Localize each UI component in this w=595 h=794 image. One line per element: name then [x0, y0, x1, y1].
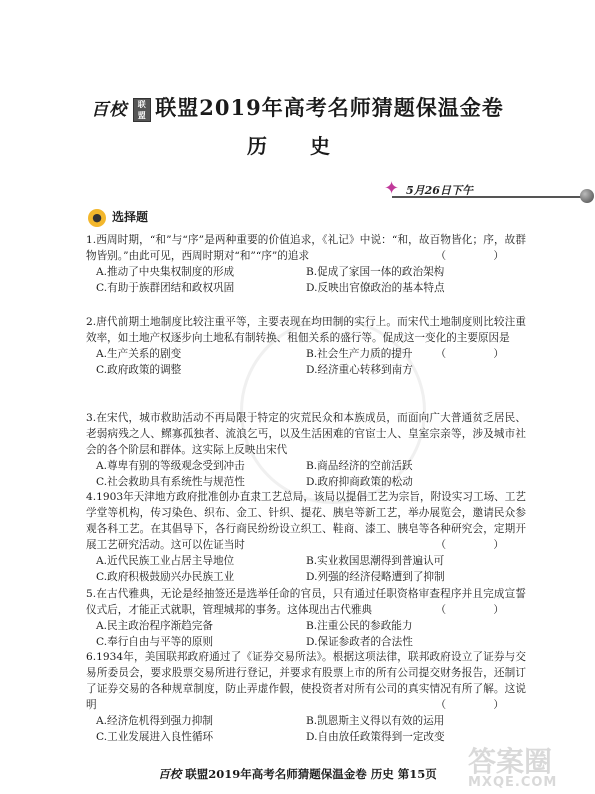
option-d: D.政府抑商政策的松动: [306, 476, 413, 488]
question-stem: 5.在古代雅典，无论是经抽签还是选举任命的官员，只有通过任职资格审查程序并且完成宣誓仪式后，才能正式就职，管理城邦的事务。这体现出古代雅典 （ ）: [86, 588, 526, 616]
title-text: 联盟2019年高考名师猜题保温金卷: [155, 95, 504, 120]
ball-icon: [580, 189, 594, 203]
date-badge-text: 5月26日下午: [406, 184, 473, 197]
runner-figure-icon: ✦: [384, 178, 400, 199]
person-icon: ●: [88, 209, 106, 227]
option-a: A.近代民族工业占居主导地位: [96, 555, 235, 567]
option-row: [86, 729, 526, 745]
option-row: [86, 264, 526, 280]
option-a: A.尊卑有别的等级观念受到冲击: [96, 460, 245, 472]
option-row: [86, 618, 526, 634]
option-c: C.奉行自由与平等的原则: [96, 636, 214, 648]
watermark-url: MXQE.COM: [468, 775, 558, 790]
question-1: [86, 232, 526, 296]
option-row: [86, 458, 526, 474]
divider-line: [392, 196, 582, 198]
option-b: B.注重公民的参政能力: [306, 620, 413, 632]
answer-paren: （ ）: [435, 699, 526, 711]
brand-logo-text: 百校: [91, 100, 128, 120]
question-stem: 3.在宋代，城市救助活动不再局限于特定的灾荒民众和本族成员，而面向广大普通贫乏居民、老弱病残之人、鳏寡孤独者、流浪乞丐，以及生活困难的官宦士人、皇室宗亲等，涉及城市社会的各个阶层和群体。这实际上反映出宋代: [86, 412, 526, 456]
answer-paren: （ ）: [435, 604, 526, 616]
option-c: C.有助于族群团结和政权巩固: [96, 282, 235, 294]
option-d: D.经济重心转移到南方: [306, 364, 413, 376]
option-d: D.列强的经济侵略遭到了抑制: [306, 571, 445, 583]
answer-paren: （ ）: [435, 250, 526, 262]
option-row: [86, 553, 526, 569]
question-5: [86, 586, 526, 650]
footer-brand: 百校: [158, 767, 182, 781]
option-a: A.民主政治程序渐趋完备: [96, 620, 213, 632]
date-badge: [382, 176, 594, 206]
paper-title: [0, 92, 595, 122]
question-3: [86, 410, 526, 490]
option-d: D.保证参政者的合法性: [306, 636, 413, 648]
option-row: [86, 280, 526, 296]
question-stem: 6.1934年，美国联邦政府通过了《证券交易所法》。根据这项法律，联邦政府设立了证券与交易所委员会，要求股票交易所进行登记，并要求有股票上市的所有公司提交财务报告，还制订了证券交易的各种规章制度，防止弄虚作假，使投资者对所有公司的真实情况有所了解。这说明 （ ）: [86, 651, 526, 711]
option-row: [86, 634, 526, 650]
section-title: 选择题: [112, 210, 149, 224]
question-6: [86, 649, 526, 745]
answer-paren: （ ）: [435, 539, 526, 551]
option-row: [86, 713, 526, 729]
watermark-logo: [468, 745, 595, 794]
section-heading: [88, 208, 148, 228]
option-a: A.推动了中央集权制度的形成: [96, 266, 235, 278]
option-c: C.工业发展进入良性循环: [96, 731, 214, 743]
option-row: [86, 346, 526, 362]
question-stem: 2.唐代前期土地制度比较注重平等，主要表现在均田制的实行上。而宋代土地制度则比较注重效率，如土地产权逐步向土地私有制转换、租佃关系的盛行等。促成这一变化的主要原因是 （ ）: [86, 316, 526, 360]
option-row: [86, 362, 526, 378]
option-c: C.政府积极鼓励兴办民族工业: [96, 571, 235, 583]
question-2: [86, 314, 526, 378]
option-d: D.自由放任政策得到一定改变: [306, 731, 445, 743]
answer-paren: （ ）: [435, 348, 526, 360]
question-stem: 4.1903年天津地方政府批准创办直隶工艺总局，该局以提倡工艺为宗旨，附设实习工场、工艺学堂等机构，传习染色、织布、金工、针织、提花、胰皂等新工艺，举办展览会，邀请民众参观各科工艺。在其倡导下，各行商民纷纷设立织工、鞋商、漆工、胰皂等各种研究会，定期开展工艺研究活动。这可以佐证当时 （ ）: [86, 491, 526, 551]
option-a: A.生产关系的剧变: [96, 348, 182, 360]
option-b: B.实业救国思潮得到普遍认可: [306, 555, 445, 567]
option-d: D.反映出官僚政治的基本特点: [306, 282, 445, 294]
option-row: [86, 569, 526, 585]
watermark-text: 答案圈: [468, 745, 553, 778]
option-c: C.政府政策的调整: [96, 364, 182, 376]
option-b: B.促成了家国一体的政治架构: [306, 266, 445, 278]
brand-seal-icon: 联盟: [133, 98, 151, 122]
subject-title: 历 史: [247, 134, 348, 158]
option-b: B.商品经济的空前活跃: [306, 460, 413, 472]
option-b: B.凯恩斯主义得以有效的运用: [306, 715, 445, 727]
option-c: C.社会救助具有系统性与规范性: [96, 476, 245, 488]
option-a: A.经济危机得到强力抑制: [96, 715, 213, 727]
option-b: B.社会生产力质的提升: [306, 348, 413, 360]
question-4: [86, 489, 526, 585]
question-stem: 1.西周时期，“和”与“序”是两种重要的价值追求，《礼记》中说：“和，故百物皆化；序，故群物皆别。”由此可见，西周时期对“和”“序”的追求 （ ）: [86, 234, 526, 262]
option-row: [86, 474, 526, 490]
footer-text: 联盟2019年高考名师猜题保温金卷 历史 第15页: [185, 767, 437, 781]
